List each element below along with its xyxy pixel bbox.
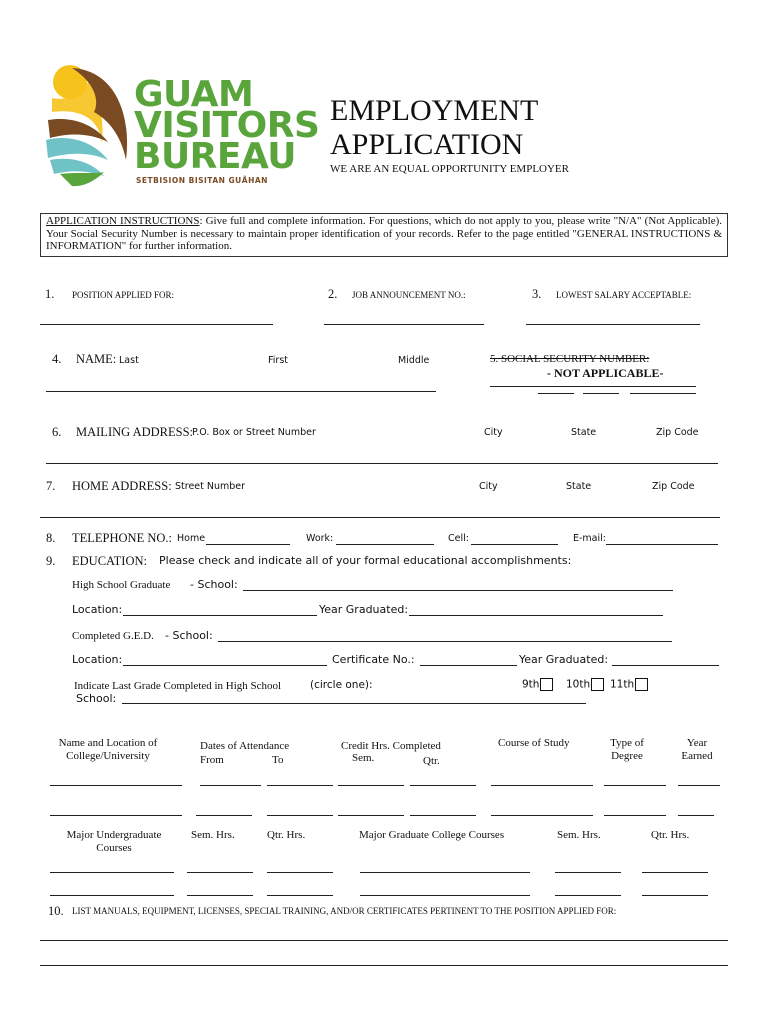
phone-work-hint: Work:: [306, 533, 334, 544]
name-first-hint: First: [268, 355, 288, 366]
mailing-state-hint: State: [571, 427, 597, 438]
ssn-seg2: [583, 393, 619, 394]
college-row2-from[interactable]: [196, 815, 252, 816]
grade-10-label: 10th: [566, 678, 591, 691]
ged-location-field[interactable]: [123, 665, 327, 666]
phone-cell-field[interactable]: [471, 544, 558, 545]
q9-label: EDUCATION:: [72, 554, 147, 568]
ged-label: Completed G.E.D.: [72, 630, 154, 642]
ged-year-field[interactable]: [612, 665, 719, 666]
grad-sem-hrs-header: Sem. Hrs.: [557, 829, 601, 841]
college-row1-course[interactable]: [491, 785, 593, 786]
college-row1-sem[interactable]: [338, 785, 404, 786]
undergrad-qtr-2[interactable]: [267, 895, 333, 896]
grade-9-checkbox[interactable]: [540, 678, 553, 691]
hs-year-label: Year Graduated:: [319, 603, 409, 616]
college-row1-to[interactable]: [267, 785, 333, 786]
logo-tagline: SETBISION BISITAN GUÅHAN: [136, 176, 268, 185]
ged-school-field[interactable]: [218, 641, 672, 642]
q7-label: HOME ADDRESS:: [72, 479, 172, 493]
email-field[interactable]: [606, 544, 718, 545]
q7-number: 7.: [46, 479, 56, 493]
logo-mark: [42, 60, 138, 188]
phone-cell-hint: Cell:: [448, 533, 469, 544]
q9-number: 9.: [46, 554, 56, 568]
grad-qtr-1[interactable]: [642, 872, 708, 873]
college-row2-year[interactable]: [678, 815, 714, 816]
grad-courses-header: Major Graduate College Courses: [359, 829, 505, 841]
logo-word-bureau: BUREAU: [134, 136, 296, 177]
certificates-line-2[interactable]: [40, 965, 728, 966]
mailing-zip-hint: Zip Code: [656, 427, 699, 438]
ged-certificate-label: Certificate No.:: [332, 653, 415, 666]
q2-number: 2.: [328, 287, 338, 301]
col-credit-header: Credit Hrs. Completed: [341, 740, 441, 752]
col-year-header: Year Earned: [681, 737, 713, 762]
undergrad-qtr-1[interactable]: [267, 872, 333, 873]
grad-qtr-2[interactable]: [642, 895, 708, 896]
q3-number: 3.: [532, 287, 542, 301]
college-row2-to[interactable]: [267, 815, 333, 816]
page-title-line1: EMPLOYMENT: [330, 94, 539, 127]
undergrad-qtr-hrs-header: Qtr. Hrs.: [267, 829, 306, 841]
name-field[interactable]: [46, 391, 436, 392]
bureau-logo-icon: [42, 60, 138, 188]
mailing-city-hint: City: [484, 427, 503, 438]
instructions-box: [40, 213, 728, 257]
certificates-line-1[interactable]: [40, 940, 728, 941]
q2-label: JOB ANNOUNCEMENT NO.:: [352, 290, 466, 300]
page-title-line2: APPLICATION: [330, 128, 524, 161]
grade-11-option[interactable]: [610, 678, 648, 691]
position-applied-field[interactable]: [40, 324, 273, 325]
undergrad-sem-hrs-header: Sem. Hrs.: [191, 829, 235, 841]
q3-label: LOWEST SALARY ACCEPTABLE:: [556, 290, 692, 300]
college-row2-course[interactable]: [491, 815, 593, 816]
q8-number: 8.: [46, 531, 56, 545]
undergrad-course-2[interactable]: [50, 895, 174, 896]
lowest-salary-field[interactable]: [526, 324, 700, 325]
col-course-header: Course of Study: [498, 737, 570, 749]
col-qtr-header: Qtr.: [423, 755, 440, 767]
grade-11-checkbox[interactable]: [635, 678, 648, 691]
name-middle-hint: Middle: [398, 355, 430, 366]
q10-number: 10.: [48, 904, 64, 918]
home-address-field[interactable]: [40, 517, 720, 518]
col-to-header: To: [272, 754, 284, 766]
ssn-not-applicable: - NOT APPLICABLE-: [547, 366, 664, 380]
col-dates-header: Dates of Attendance: [200, 740, 290, 752]
grad-sem-1[interactable]: [555, 872, 621, 873]
college-row2-degree[interactable]: [604, 815, 666, 816]
col-type-header: Type of Degree: [610, 737, 644, 762]
hs-school-label: - School:: [190, 578, 238, 591]
grade-10-checkbox[interactable]: [591, 678, 604, 691]
q4-label: NAME:: [76, 352, 117, 366]
grad-sem-2[interactable]: [555, 895, 621, 896]
undergrad-sem-1[interactable]: [187, 872, 253, 873]
q10-label: LIST MANUALS, EQUIPMENT, LICENSES, SPECIAL TRAINING, AND/OR CERTIFICATES PERTINENT TO THE POSITION APPLIED FOR:: [72, 906, 617, 916]
college-row1-year[interactable]: [678, 785, 720, 786]
circle-one-label: (circle one):: [310, 679, 373, 691]
home-city-hint: City: [479, 481, 498, 492]
q1-label: POSITION APPLIED FOR:: [72, 290, 175, 300]
logo-word-visitors: VISITORS: [134, 105, 320, 146]
ssn-label: 5. SOCIAL SECURITY NUMBER:: [490, 353, 650, 365]
ssn-seg1: [538, 393, 574, 394]
college-row1-degree[interactable]: [604, 785, 666, 786]
college-row2-sem[interactable]: [338, 815, 404, 816]
home-hint: Street Number: [175, 481, 246, 492]
hs-location-label: Location:: [72, 603, 123, 616]
home-zip-hint: Zip Code: [652, 481, 695, 492]
grad-course-1[interactable]: [360, 872, 530, 873]
grade-11-label: 11th: [610, 678, 635, 691]
instructions-heading: APPLICATION INSTRUCTIONS: [46, 215, 200, 227]
q6-number: 6.: [52, 425, 62, 439]
ged-school-label: - School:: [165, 629, 213, 642]
instructions-text: : Give full and complete information. For questions, which do not apply to you, please write "N/A" (Not Applicable). Your Social Security Number is necessary to maintain proper identification of your records. Refer to the page entitled "GENERAL INSTRUCTIONS & INFORMATION" for further information.: [46, 215, 722, 252]
q6-label: MAILING ADDRESS:: [76, 425, 194, 439]
ssn-field: [490, 386, 696, 387]
q4-number: 4.: [52, 352, 62, 366]
ssn-seg3: [630, 393, 696, 394]
email-hint: E-mail:: [573, 533, 606, 544]
grade-10-option[interactable]: [566, 678, 604, 691]
hs-location-field[interactable]: [123, 615, 317, 616]
college-row1-from[interactable]: [200, 785, 261, 786]
grad-qtr-hrs-header: Qtr. Hrs.: [651, 829, 690, 841]
col-from-header: From: [200, 754, 224, 766]
undergrad-courses-header: Major Undergraduate Courses: [66, 829, 162, 854]
grade-9-option[interactable]: [522, 678, 553, 691]
grade-9-label: 9th: [522, 678, 540, 691]
mailing-address-field[interactable]: [46, 463, 718, 464]
home-state-hint: State: [566, 481, 592, 492]
q8-label: TELEPHONE NO.:: [72, 531, 172, 545]
ged-certificate-field[interactable]: [420, 665, 517, 666]
phone-work-field[interactable]: [336, 544, 434, 545]
q1-number: 1.: [45, 287, 55, 301]
col-name-header: Name and Location of College/University: [58, 737, 158, 762]
undergrad-sem-2[interactable]: [187, 895, 253, 896]
last-grade-label: Indicate Last Grade Completed in High School: [74, 680, 282, 692]
last-grade-school-label: School:: [76, 692, 117, 705]
undergrad-course-1[interactable]: [50, 872, 174, 873]
page-subtitle: WE ARE AN EQUAL OPPORTUNITY EMPLOYER: [330, 163, 569, 175]
mailing-hint: P.O. Box or Street Number: [192, 427, 316, 438]
phone-home-hint: Home: [177, 533, 206, 544]
college-row1-name[interactable]: [50, 785, 182, 786]
hs-year-field[interactable]: [409, 615, 663, 616]
phone-home-field[interactable]: [206, 544, 290, 545]
ged-location-label: Location:: [72, 653, 123, 666]
name-last-hint: Last: [119, 355, 139, 366]
college-row2-qtr[interactable]: [410, 815, 476, 816]
last-grade-school-field[interactable]: [122, 703, 586, 704]
col-sem-header: Sem.: [352, 752, 375, 764]
ged-year-label: Year Graduated:: [519, 653, 609, 666]
hs-school-field[interactable]: [243, 590, 673, 591]
job-announcement-field[interactable]: [324, 324, 484, 325]
college-row1-qtr[interactable]: [410, 785, 476, 786]
logo-word-guam: GUAM: [134, 74, 254, 115]
hs-grad-label: High School Graduate: [72, 579, 171, 591]
education-prompt: Please check and indicate all of your formal educational accomplishments:: [159, 554, 572, 567]
college-row2-name[interactable]: [50, 815, 182, 816]
grad-course-2[interactable]: [360, 895, 530, 896]
